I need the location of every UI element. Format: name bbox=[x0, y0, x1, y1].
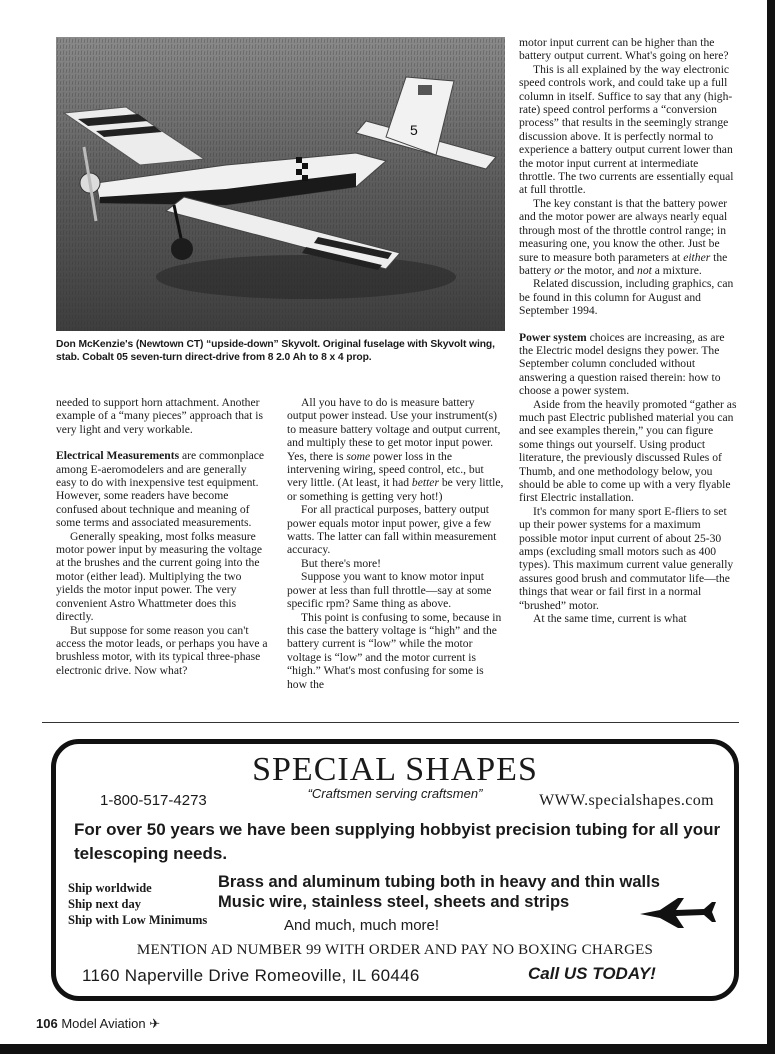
paragraph bbox=[287, 396, 505, 503]
paragraph: At the same time, current is what bbox=[533, 612, 687, 626]
emphasis: either bbox=[683, 250, 711, 264]
ship-item: Ship next day bbox=[68, 897, 141, 911]
paragraph: needed to support horn attachment. Another example of a “many pieces” approach that is very light and very workable. bbox=[56, 396, 263, 436]
page-number: 106 bbox=[36, 1016, 58, 1031]
section-heading: Power system bbox=[519, 330, 587, 344]
special-shapes-ad bbox=[51, 739, 739, 1001]
paragraph: It's common for many sport E-fliers to set up their power systems for a maximum possible motor input current of about 25-30 amps (excluding small motors such as 400 types). This maximum current value generally assures good brush and commutator life—the things that wear or fail first in a normal “brushed” motor. bbox=[519, 504, 734, 612]
paragraph-text: the battery bbox=[519, 250, 728, 277]
ad-mention: MENTION AD NUMBER 99 WITH ORDER AND PAY NO BOXING CHARGES bbox=[136, 942, 654, 958]
emphasis: some bbox=[346, 449, 371, 463]
section-heading: Electrical Measurements bbox=[56, 449, 180, 463]
paragraph: For all practical purposes, battery output power equals motor input power, give a few watts. The latter can fall within measurement accuracy. bbox=[287, 503, 497, 557]
paragraph-text: the motor, and bbox=[564, 263, 638, 277]
airplane-photo bbox=[56, 37, 505, 331]
paragraph-text: a mixture. bbox=[651, 263, 702, 277]
paragraph: But there's more! bbox=[301, 556, 382, 570]
page-folio bbox=[36, 1016, 160, 1032]
paragraph: But suppose for some reason you can't access the motor leads, or perhaps you have a brushless motor, with its typical three-phase electronic drive. Now what? bbox=[56, 623, 268, 677]
article-column-1 bbox=[56, 396, 268, 677]
article-column-2 bbox=[287, 396, 505, 691]
paragraph-text: All you have to do is measure battery output power instead. Use your instrument(s) to measure battery voltage and output current, and multiply these to get motor input power. Yes, there is bbox=[287, 396, 501, 463]
ad-call-to-action: Call US TODAY! bbox=[528, 964, 656, 983]
ship-item: Ship with Low Minimums bbox=[68, 913, 208, 927]
paragraph bbox=[56, 449, 268, 529]
product-line: Brass and aluminum tubing both in heavy and thin walls bbox=[218, 873, 660, 891]
paragraph: This is all explained by the way electronic speed controls work, and could take up a full column in itself. Suffice to say that any (high-rate) speed control performs a “conversion process” that results in the seemingly strange discussion above. It is perfectly normal to experience a battery output current lower than the motor input current at intermediate throttle. The two currents are essentially equal at full throttle. bbox=[519, 62, 734, 197]
scan-edge-right bbox=[767, 0, 775, 1054]
product-line: Music wire, stainless steel, sheets and strips bbox=[218, 893, 570, 911]
photo-caption: Don McKenzie's (Newtown CT) “upside-down” Skyvolt. Original fuselage with Skyvolt wing, stab. Cobalt 05 seven-turn direct-drive from 8 2.0 Ah to 8 x 4 prop. bbox=[56, 339, 495, 363]
paragraph: This point is confusing to some, because in this case the battery voltage is “high” and the battery current is “low” while the motor voltage is “low” and the motor current is “high.” What's most confusing for some is how the bbox=[287, 610, 502, 691]
paragraph-text: power loss in the intervening wiring, speed control, etc., but very little. (At least, it had bbox=[287, 449, 484, 490]
paragraph-text: are commonplace among E-aeromodelers and are generally easy to do with inexpensive test equipment. However, some readers have become confused about technique and meaning of some terms and associated measurements. bbox=[56, 449, 265, 530]
paragraph: motor input current can be higher than the battery output current. What's going on here? bbox=[519, 36, 729, 63]
divider bbox=[42, 722, 739, 723]
article-column-3 bbox=[519, 36, 737, 625]
paragraph-text: be very little, or something is getting very hot!) bbox=[287, 476, 504, 503]
airplane-icon: ✈ bbox=[149, 1016, 161, 1031]
flag-decal bbox=[418, 85, 432, 95]
emphasis: better bbox=[411, 476, 439, 490]
airplane-photo-illustration bbox=[56, 37, 505, 331]
ad-address: 1160 Naperville Drive Romeoville, IL 60446 bbox=[82, 966, 420, 985]
paragraph-text: choices are increasing, as are the Electric model designs they power. The September column concluded without answering a question raised therein: how to choose a power system. bbox=[519, 330, 725, 398]
paragraph-text: The key constant is that the battery power and the motor power are always nearly equal through most of the throttle control range; in measuring one, you know the other. Just be sure to measure both parameters at bbox=[519, 196, 728, 264]
ad-phone: 1-800-517-4273 bbox=[100, 792, 207, 809]
ad-headline: For over 50 years we have been supplying hobbyist precision tubing for all your telescoping needs. bbox=[74, 820, 721, 863]
ad-shipping-list bbox=[68, 880, 207, 928]
jet-icon bbox=[638, 896, 718, 937]
paragraph bbox=[519, 331, 737, 398]
paragraph: Generally speaking, most folks measure motor power input by measuring the voltage at the brushes and the current going into the motor (either lead). Multiplying the two yields the motor input power. The very convenient Astro Whattmeter does this directly. bbox=[56, 529, 263, 624]
magazine-name: Model Aviation bbox=[61, 1016, 146, 1031]
emphasis: not bbox=[637, 263, 652, 277]
paragraph bbox=[519, 197, 737, 277]
ad-more: And much, much more! bbox=[284, 917, 440, 934]
scan-edge-bottom bbox=[0, 1044, 775, 1054]
tail-number: 5 bbox=[410, 122, 418, 138]
paragraph: Related discussion, including graphics, can be found in this column for August and September 1994. bbox=[519, 277, 734, 318]
ad-title: SPECIAL SHAPES bbox=[252, 751, 538, 788]
emphasis: or bbox=[554, 263, 565, 277]
ad-website: WWW.specialshapes.com bbox=[539, 792, 714, 809]
paragraph: Aside from the heavily promoted “gather as much past Electric published material you can and see examples therein,” you can figure some things out yourself. Using product literature, the previously discussed Rules of Thumb, and one methodology below, you should be able to come up with a very flyable first Electric installation. bbox=[519, 397, 737, 505]
ship-item: Ship worldwide bbox=[68, 881, 152, 895]
ad-slogan: “Craftsmen serving craftsmen” bbox=[307, 786, 483, 801]
paragraph: Suppose you want to know motor input power at less than full throttle—say at some specific rpm? Same thing as above. bbox=[287, 570, 492, 611]
